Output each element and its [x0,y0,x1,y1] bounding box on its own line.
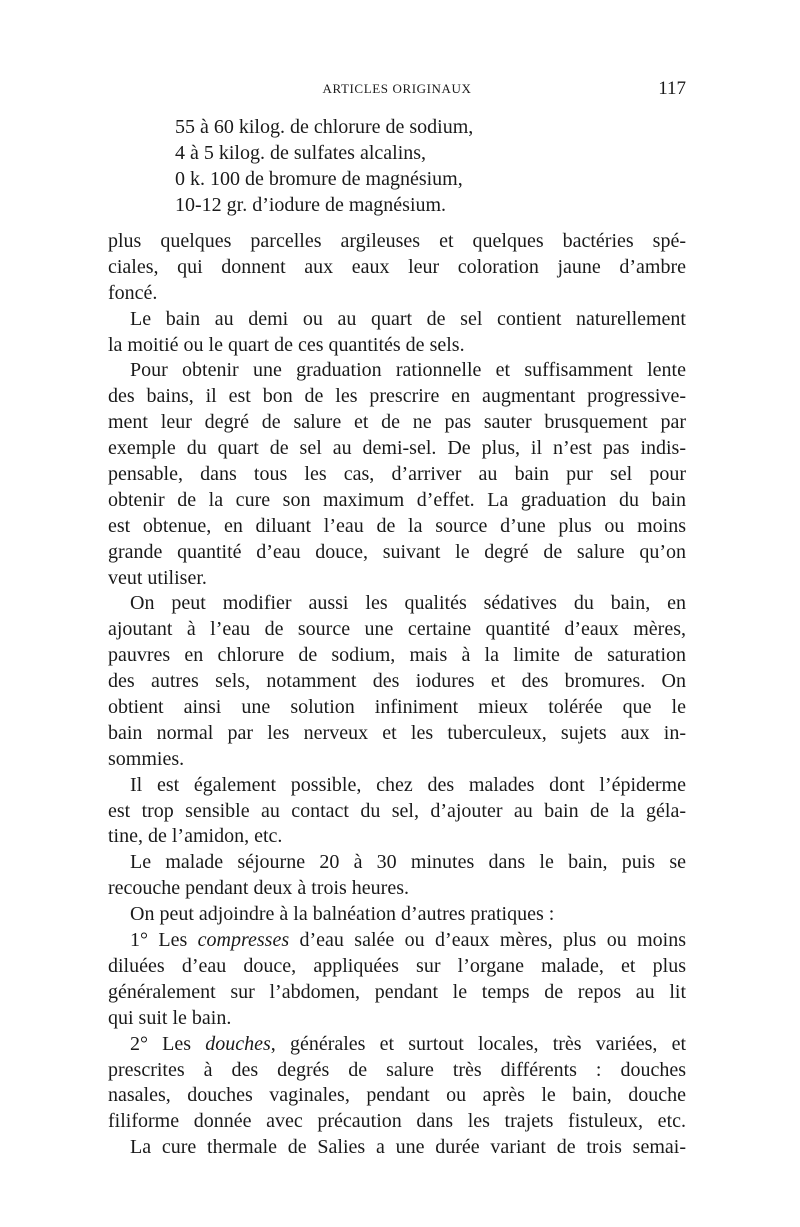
text-line: ment leur degré de salure et de ne pas sauter brusquement par [108,411,686,434]
text-run: 1° Les [130,929,198,952]
emphasis: compresses [197,929,290,952]
text-line: des bains, il est bon de les prescrire en augmentant progressive- [108,385,686,408]
text-line: foncé. [108,281,158,304]
text-line: diluées d’eau douce, appliquées sur l’organe malade, et plus [108,954,686,977]
text-line: filiforme donnée avec précaution dans les trajets fistuleux, etc. [108,1110,686,1133]
text-line: obtient ainsi une solution infiniment mieux tolérée que le [108,696,686,719]
text-line: des autres sels, notamment des iodures et des bromures. On [108,670,686,693]
composition-item: 0 k. 100 de bromure de magnésium, [175,168,463,190]
composition-item: 4 à 5 kilog. de sulfates alcalins, [175,142,427,164]
text-line: est obtenue, en diluant l’eau de la source d’une plus ou moins [108,514,686,537]
text-line: pauvres en chlorure de sodium, mais à la limite de saturation [108,644,686,667]
text-line: qui suit le bain. [108,1006,232,1029]
body-text [108,229,686,1161]
text-line: On peut modifier aussi les qualités sédatives du bain, en [130,592,686,615]
composition-item: 55 à 60 kilog. de chlorure de sodium, [175,116,474,138]
text-line: pensable, dans tous les cas, d’arriver au bain pur sel pour [108,463,686,486]
text-line: La cure thermale de Salies a une durée variant de trois semai- [130,1136,686,1159]
text-line: tine, de l’amidon, etc. [108,825,283,848]
text-line: est trop sensible au contact du sel, d’ajouter au bain de la géla- [108,799,686,822]
text-line: nasales, douches vaginales, pendant ou après le bain, douche [108,1084,686,1107]
text-line [108,928,686,954]
text-line: plus quelques parcelles argileuses et quelques bactéries spé- [108,230,686,252]
text-line: Le malade séjourne 20 à 30 minutes dans le bain, puis se [130,851,686,874]
text-line: généralement sur l’abdomen, pendant le temps de repos au lit [108,980,686,1003]
text-run: , générales et surtout locales, très variées, et [270,1032,686,1055]
composition-list [175,115,473,219]
emphasis: douches [205,1032,271,1055]
text-line: ajoutant à l’eau de source une certaine quantité d’eaux mères, [108,618,686,641]
text-line: ciales, qui donnent aux eaux leur coloration jaune d’ambre [108,255,686,278]
text-line: recouche pendant deux à trois heures. [108,877,409,900]
text-line: sommies. [108,747,185,770]
text-run: 2° Les [130,1032,206,1055]
running-header [108,78,686,100]
text-line: Il est également possible, chez des malades dont l’épiderme [130,773,686,796]
header-title: ARTICLES ORIGINAUX [322,81,472,96]
text-line: prescrites à des degrés de salure très différents : douches [108,1058,686,1081]
text-run: d’eau salée ou d’eaux mères, plus ou moins [289,929,687,952]
text-line: veut utiliser. [108,566,207,589]
text-line: bain normal par les nerveux et les tuberculeux, sujets aux in- [108,721,686,744]
text-line: On peut adjoindre à la balnéation d’autres pratiques : [130,903,555,926]
composition-item: 10-12 gr. d’iodure de magnésium. [175,194,447,216]
text-line: obtenir de la cure son maximum d’effet. La graduation du bain [108,488,686,511]
text-line: la moitié ou le quart de ces quantités de sels. [108,333,465,356]
text-line: exemple du quart de sel au demi-sel. De plus, il n’est pas indis- [108,437,686,460]
page-number: 117 [658,78,686,99]
text-line: Le bain au demi ou au quart de sel contient naturellement [130,307,686,330]
text-line [108,1032,686,1058]
text-line: Pour obtenir une graduation rationnelle et suffisamment lente [130,359,686,382]
text-line: grande quantité d’eau douce, suivant le degré de salure qu’on [108,540,686,563]
